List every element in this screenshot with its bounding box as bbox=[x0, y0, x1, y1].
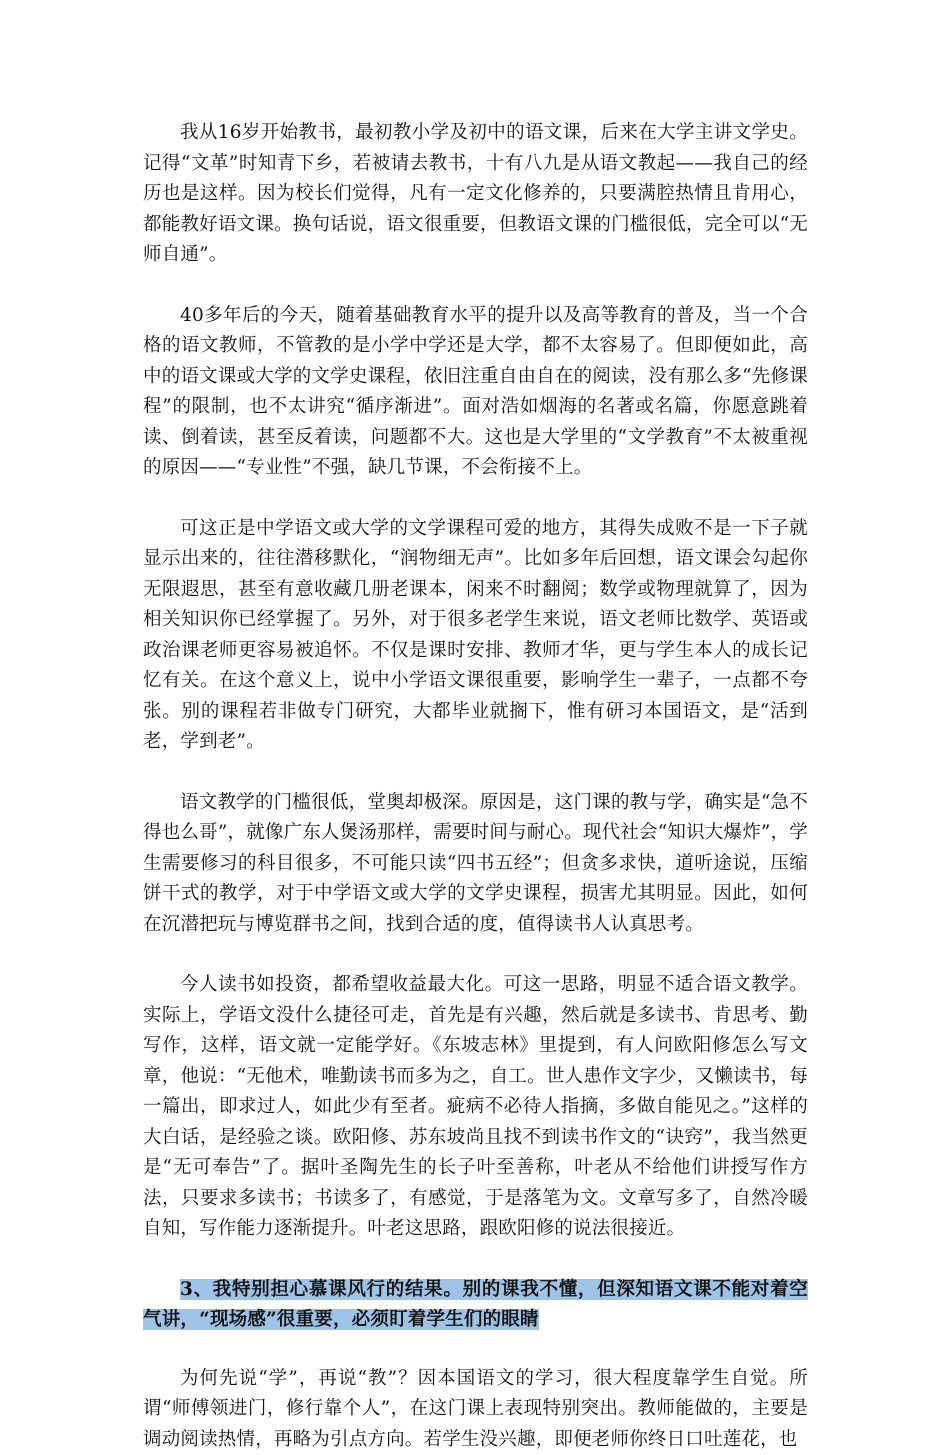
section-heading bbox=[143, 1275, 808, 1336]
paragraph-3: 可这正是中学语文或大学的文学课程可爱的地方，其得失成败不是一下子就显示出来的，往往潜移默化，“润物细无声”。比如多年后回想，语文课会勾起你无限遐思，甚至有意收藏几册老课本，闲来不时翻阅；数学或物理就算了，因为相关知识你已经掌握了。另外，对于很多老学生来说，语文老师比数学、英语或政治课老师更容易被追怀。不仅是课时安排、教师才华，更与学生本人的成长记忆有关。在这个意义上，说中小学语文课很重要，影响学生一辈子，一点都不夸张。别的课程若非做专门研究，大都毕业就搁下，惟有研习本国语文，是“活到老，学到老”。 bbox=[143, 514, 808, 758]
highlighted-heading-text: 3、我特别担心慕课风行的结果。别的课我不懂，但深知语文课不能对着空气讲，“现场感”很重要，必须盯着学生们的眼睛 bbox=[143, 1279, 808, 1331]
paragraph-5: 今人读书如投资，都希望收益最大化。可这一思路，明显不适合语文教学。实际上，学语文没什么捷径可走，首先是有兴趣，然后就是多读书、肯思考、勤写作，这样，语文就一定能学好。《东坡志林》里提到，有人问欧阳修怎么写文章，他说：“无他术，唯勤读书而多为之，自工。世人患作文字少，又懒读书，每一篇出，即求过人，如此少有至者。疵病不必待人指摘，多做自能见之。”这样的大白话，是经验之谈。欧阳修、苏东坡尚且找不到读书作文的“诀窍”，我当然更是“无可奉告”了。据叶圣陶先生的长子叶至善称，叶老从不给他们讲授写作方法，只要求多读书；书读多了，有感觉，于是落笔为文。文章写多了，自然冷暖自知，写作能力逐渐提升。叶老这思路，跟欧阳修的说法很接近。 bbox=[143, 970, 808, 1245]
paragraph-1: 我从16岁开始教书，最初教小学及初中的语文课，后来在大学主讲文学史。记得“文革”时知青下乡，若被请去教书，十有八九是从语文教起——我自己的经历也是这样。因为校长们觉得，凡有一定文化修养的，只要满腔热情且肯用心，都能教好语文课。换句话说，语文很重要，但教语文课的门槛很低，完全可以“无师自通”。 bbox=[143, 118, 808, 271]
paragraph-4: 语文教学的门槛很低，堂奥却极深。原因是，这门课的教与学，确实是“急不得也么哥”，就像广东人煲汤那样，需要时间与耐心。现代社会“知识大爆炸”，学生需要修习的科目很多，不可能只读“四书五经”；但贪多求快，道听途说，压缩饼干式的教学，对于中学语文或大学的文学史课程，损害尤其明显。因此，如何在沉潜把玩与博览群书之间，找到合适的度，值得读书人认真思考。 bbox=[143, 788, 808, 941]
document-page bbox=[143, 118, 808, 1455]
paragraph-2: 40多年后的今天，随着基础教育水平的提升以及高等教育的普及，当一个合格的语文教师，不管教的是小学中学还是大学，都不太容易了。但即便如此，高中的语文课或大学的文学史课程，依旧注重自由自在的阅读，没有那么多“先修课程”的限制，也不太讲究“循序渐进”。面对浩如烟海的名著或名篇，你愿意跳着读、倒着读，甚至反着读，问题都不大。这也是大学里的“文学教育”不太被重视的原因——“专业性”不强，缺几节课，不会衔接不上。 bbox=[143, 301, 808, 484]
paragraph-6: 为何先说“学”，再说“教”？因本国语文的学习，很大程度靠学生自觉。所谓“师傅领进门，修行靠个人”，在这门课上表现特别突出。教师能做的，主要是调动阅读热情，再略为引点方向。若学生没兴趣，即便老师你终日口吐莲花，也 bbox=[143, 1364, 808, 1455]
